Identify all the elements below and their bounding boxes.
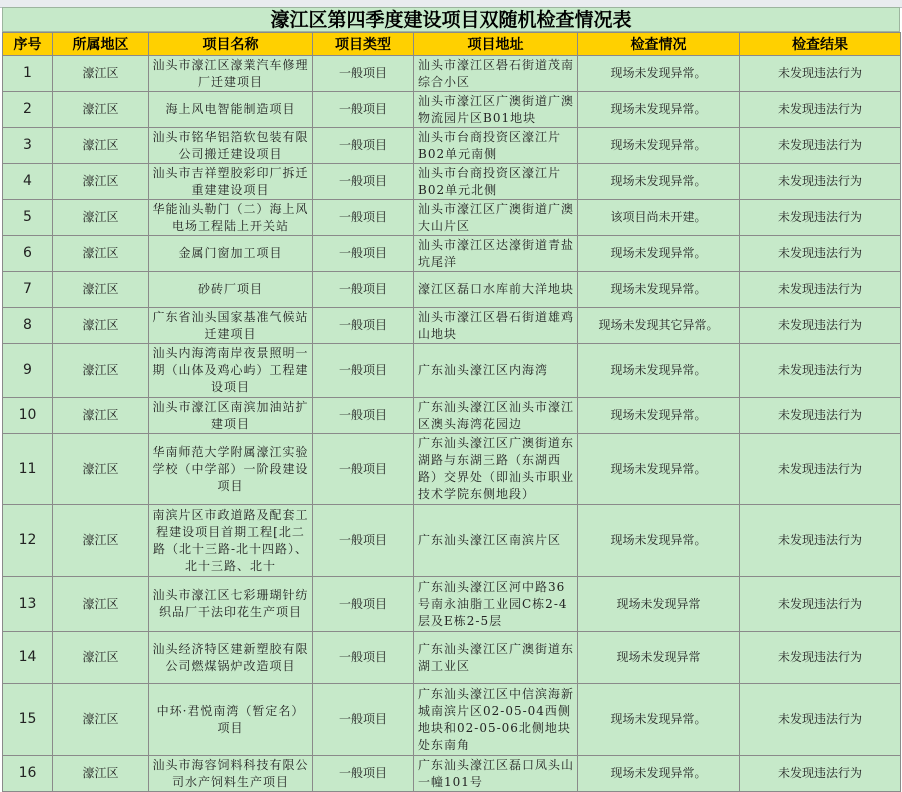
header-inspection-result[interactable]: 检查结果 — [740, 33, 901, 56]
cell-project-address[interactable]: 汕头市濠江区达濠街道青盐坑尾洋 — [414, 236, 578, 272]
cell-project-address[interactable]: 汕头市台商投资区濠江片B02单元南侧 — [414, 128, 578, 164]
table-row — [3, 128, 901, 164]
cell-region[interactable]: 濠江区 — [53, 92, 149, 128]
cell-project-address[interactable]: 广东汕头濠江区南滨片区 — [414, 505, 578, 577]
cell-seq[interactable]: 7 — [3, 272, 53, 308]
cell-project-address[interactable]: 广东汕头濠江区中信滨海新城南滨片区02-05-04西侧地块和02-05-06北侧地块处东南角 — [414, 684, 578, 756]
cell-project-name[interactable]: 汕头经济特区建新塑胶有限公司燃煤锅炉改造项目 — [149, 632, 313, 684]
cell-project-address[interactable]: 汕头市濠江区礐石街道茂南综合小区 — [414, 56, 578, 92]
cell-project-name[interactable]: 华南师范大学附属濠江实验学校（中学部）一阶段建设项目 — [149, 434, 313, 505]
cell-project-address[interactable]: 广东汕头濠江区内海湾 — [414, 344, 578, 398]
cell-project-name[interactable]: 砂砖厂项目 — [149, 272, 313, 308]
cell-project-type[interactable]: 一般项目 — [313, 236, 414, 272]
cell-project-name[interactable]: 汕头市铭华铝箔软包装有限公司搬迁建设项目 — [149, 128, 313, 164]
table-body — [3, 56, 901, 792]
cell-project-address[interactable]: 广东汕头濠江区广澳街道东湖路与东湖三路（东湖西路）交界处（即汕头市职业技术学院东侧地段） — [414, 434, 578, 505]
cell-region[interactable]: 濠江区 — [53, 308, 149, 344]
cell-project-type[interactable]: 一般项目 — [313, 434, 414, 505]
table-row — [3, 92, 901, 128]
cell-inspection-status[interactable]: 现场未发现异常。 — [578, 756, 740, 792]
cell-inspection-status[interactable]: 现场未发现异常。 — [578, 272, 740, 308]
table-row — [3, 505, 901, 577]
cell-seq[interactable]: 6 — [3, 236, 53, 272]
cell-project-address[interactable]: 广东汕头濠江区磊口凤头山一幢101号 — [414, 756, 578, 792]
cell-project-address[interactable]: 广东汕头濠江区汕头市濠江区澳头海湾花园边 — [414, 398, 578, 434]
table-row — [3, 236, 901, 272]
cell-inspection-result[interactable]: 未发现违法行为 — [740, 434, 901, 505]
cell-project-type[interactable]: 一般项目 — [313, 200, 414, 236]
inspection-table — [2, 32, 901, 792]
cell-inspection-result[interactable]: 未发现违法行为 — [740, 128, 901, 164]
cell-project-name[interactable]: 南滨片区市政道路及配套工程建设项目首期工程[北二路（北十三路-北十四路）、北十三路、北十 — [149, 505, 313, 577]
cell-seq[interactable]: 8 — [3, 308, 53, 344]
cell-region[interactable]: 濠江区 — [53, 272, 149, 308]
cell-project-name[interactable]: 华能汕头勒门（二）海上风电场工程陆上开关站 — [149, 200, 313, 236]
cell-project-name[interactable]: 广东省汕头国家基准气候站迁建项目 — [149, 308, 313, 344]
cell-region[interactable]: 濠江区 — [53, 505, 149, 577]
header-project-name[interactable]: 项目名称 — [149, 33, 313, 56]
cell-inspection-result[interactable]: 未发现违法行为 — [740, 756, 901, 792]
header-project-type[interactable]: 项目类型 — [313, 33, 414, 56]
table-row — [3, 756, 901, 792]
cell-project-name[interactable]: 汕头市吉祥塑胶彩印厂拆迁重建建设项目 — [149, 164, 313, 200]
cell-inspection-status[interactable]: 现场未发现异常。 — [578, 398, 740, 434]
cell-project-name[interactable]: 金属门窗加工项目 — [149, 236, 313, 272]
cell-project-type[interactable]: 一般项目 — [313, 577, 414, 632]
cell-inspection-status[interactable]: 现场未发现异常。 — [578, 56, 740, 92]
cell-seq[interactable]: 11 — [3, 434, 53, 505]
cell-project-type[interactable]: 一般项目 — [313, 684, 414, 756]
cell-project-type[interactable]: 一般项目 — [313, 308, 414, 344]
cell-project-type[interactable]: 一般项目 — [313, 505, 414, 577]
cell-seq[interactable]: 14 — [3, 632, 53, 684]
cell-seq[interactable]: 5 — [3, 200, 53, 236]
cell-inspection-result[interactable]: 未发现违法行为 — [740, 236, 901, 272]
cell-project-name[interactable]: 汕头市濠江区七彩珊瑚针纺织品厂干法印花生产项目 — [149, 577, 313, 632]
cell-project-address[interactable]: 汕头市濠江区广澳街道广澳物流园片区B01地块 — [414, 92, 578, 128]
cell-region[interactable]: 濠江区 — [53, 128, 149, 164]
cell-inspection-result[interactable]: 未发现违法行为 — [740, 577, 901, 632]
cell-inspection-status[interactable]: 现场未发现异常。 — [578, 128, 740, 164]
cell-inspection-status[interactable]: 现场未发现异常。 — [578, 344, 740, 398]
cell-seq[interactable]: 15 — [3, 684, 53, 756]
cell-inspection-result[interactable]: 未发现违法行为 — [740, 164, 901, 200]
cell-inspection-status[interactable]: 该项目尚未开建。 — [578, 200, 740, 236]
cell-seq[interactable]: 10 — [3, 398, 53, 434]
cell-inspection-result[interactable]: 未发现违法行为 — [740, 684, 901, 756]
header-project-address[interactable]: 项目地址 — [414, 33, 578, 56]
sheet-title[interactable]: 濠江区第四季度建设项目双随机检查情况表 — [2, 7, 900, 32]
table-row — [3, 434, 901, 505]
cell-inspection-result[interactable]: 未发现违法行为 — [740, 272, 901, 308]
header-inspection-status[interactable]: 检查情况 — [578, 33, 740, 56]
cell-project-type[interactable]: 一般项目 — [313, 272, 414, 308]
cell-project-address[interactable]: 汕头市濠江区礐石街道雄鸡山地块 — [414, 308, 578, 344]
cell-seq[interactable]: 12 — [3, 505, 53, 577]
header-region[interactable]: 所属地区 — [53, 33, 149, 56]
cell-region[interactable]: 濠江区 — [53, 434, 149, 505]
cell-region[interactable]: 濠江区 — [53, 164, 149, 200]
cell-project-name[interactable]: 汕头市濠江区南滨加油站扩建项目 — [149, 398, 313, 434]
cell-region[interactable]: 濠江区 — [53, 200, 149, 236]
cell-project-name[interactable]: 汕头市濠江区濠業汽车修理厂迁建项目 — [149, 56, 313, 92]
cell-project-name[interactable]: 海上风电智能制造项目 — [149, 92, 313, 128]
cell-project-name[interactable]: 汕头市海容饲料科技有限公司水产饲料生产项目 — [149, 756, 313, 792]
table-row — [3, 632, 901, 684]
cell-region[interactable]: 濠江区 — [53, 632, 149, 684]
cell-inspection-result[interactable]: 未发现违法行为 — [740, 505, 901, 577]
cell-inspection-result[interactable]: 未发现违法行为 — [740, 92, 901, 128]
cell-seq[interactable]: 16 — [3, 756, 53, 792]
cell-inspection-status[interactable]: 现场未发现异常。 — [578, 164, 740, 200]
cell-project-type[interactable]: 一般项目 — [313, 756, 414, 792]
cell-seq[interactable]: 1 — [3, 56, 53, 92]
cell-inspection-status[interactable]: 现场未发现异常 — [578, 632, 740, 684]
cell-project-address[interactable]: 汕头市濠江区广澳街道广澳大山片区 — [414, 200, 578, 236]
cell-project-type[interactable]: 一般项目 — [313, 56, 414, 92]
table-row — [3, 56, 901, 92]
cell-project-type[interactable]: 一般项目 — [313, 398, 414, 434]
table-row — [3, 684, 901, 756]
table-row — [3, 398, 901, 434]
cell-inspection-result[interactable]: 未发现违法行为 — [740, 632, 901, 684]
table-row — [3, 200, 901, 236]
cell-project-type[interactable]: 一般项目 — [313, 164, 414, 200]
cell-inspection-result[interactable]: 未发现违法行为 — [740, 344, 901, 398]
cell-project-address[interactable]: 濠江区磊口水库前大洋地块 — [414, 272, 578, 308]
cell-project-address[interactable]: 汕头市台商投资区濠江片B02单元北侧 — [414, 164, 578, 200]
cell-inspection-status[interactable]: 现场未发现异常。 — [578, 505, 740, 577]
header-row — [3, 33, 901, 56]
cell-seq[interactable]: 9 — [3, 344, 53, 398]
header-seq[interactable]: 序号 — [3, 33, 53, 56]
cell-project-address[interactable]: 广东汕头濠江区广澳街道东湖工业区 — [414, 632, 578, 684]
cell-seq[interactable]: 13 — [3, 577, 53, 632]
cell-inspection-result[interactable]: 未发现违法行为 — [740, 56, 901, 92]
cell-inspection-status[interactable]: 现场未发现异常 — [578, 577, 740, 632]
cell-inspection-status[interactable]: 现场未发现异常。 — [578, 236, 740, 272]
cell-project-name[interactable]: 中环·君悦南湾（暂定名）项目 — [149, 684, 313, 756]
cell-inspection-status[interactable]: 现场未发现其它异常。 — [578, 308, 740, 344]
cell-region[interactable]: 濠江区 — [53, 56, 149, 92]
cell-inspection-status[interactable]: 现场未发现异常。 — [578, 684, 740, 756]
cell-region[interactable]: 濠江区 — [53, 756, 149, 792]
table-row — [3, 308, 901, 344]
cell-region[interactable]: 濠江区 — [53, 344, 149, 398]
cell-inspection-status[interactable]: 现场未发现异常。 — [578, 434, 740, 505]
cell-inspection-result[interactable]: 未发现违法行为 — [740, 398, 901, 434]
cell-project-type[interactable]: 一般项目 — [313, 344, 414, 398]
cell-project-type[interactable]: 一般项目 — [313, 632, 414, 684]
cell-inspection-result[interactable]: 未发现违法行为 — [740, 200, 901, 236]
cell-project-name[interactable]: 汕头内海湾南岸夜景照明一期（山体及鸡心屿）工程建设项目 — [149, 344, 313, 398]
table-row — [3, 577, 901, 632]
cell-seq[interactable]: 4 — [3, 164, 53, 200]
cell-project-type[interactable]: 一般项目 — [313, 92, 414, 128]
cell-inspection-result[interactable]: 未发现违法行为 — [740, 308, 901, 344]
table-row — [3, 272, 901, 308]
table-row — [3, 344, 901, 398]
cell-seq[interactable]: 3 — [3, 128, 53, 164]
cell-region[interactable]: 濠江区 — [53, 577, 149, 632]
cell-inspection-status[interactable]: 现场未发现异常。 — [578, 92, 740, 128]
cell-project-address[interactable]: 广东汕头濠江区河中路36号南永油脂工业园C栋2-4层及E栋2-5层 — [414, 577, 578, 632]
table-row — [3, 164, 901, 200]
cell-project-type[interactable]: 一般项目 — [313, 128, 414, 164]
cell-region[interactable]: 濠江区 — [53, 236, 149, 272]
cell-region[interactable]: 濠江区 — [53, 684, 149, 756]
cell-region[interactable]: 濠江区 — [53, 398, 149, 434]
cell-seq[interactable]: 2 — [3, 92, 53, 128]
